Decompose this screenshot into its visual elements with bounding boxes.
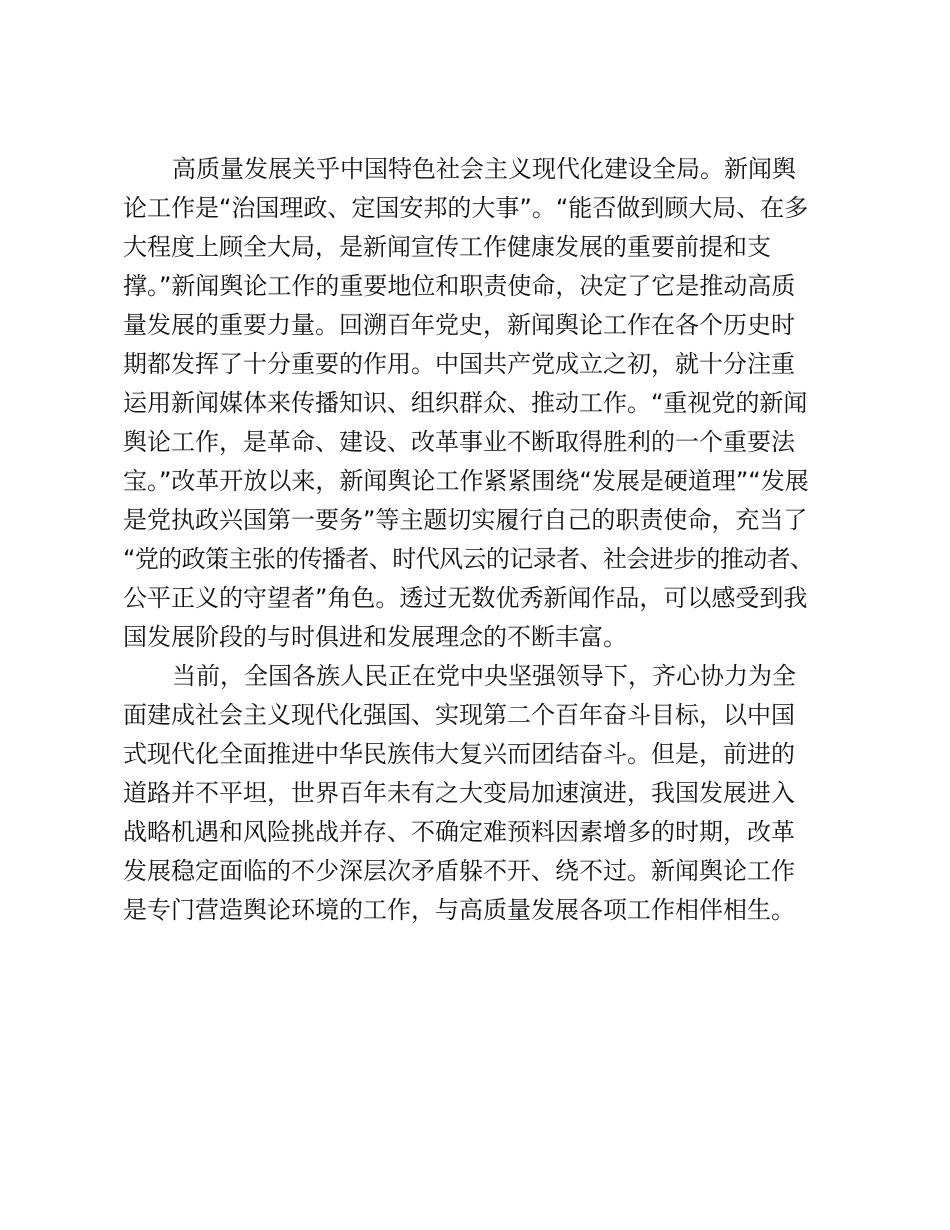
text-line: 是党执政兴国第一要务”等主题切实履行自己的职责使命，充当了 [123,506,808,534]
text-line: 高质量发展关乎中国特色社会主义现代化建设全局。新闻舆 [172,155,796,183]
paragraph-2 [123,657,843,930]
text-line: 期都发挥了十分重要的作用。中国共产党成立之初，就十分注重 [123,350,795,378]
text-line: 公平正义的守望者”角色。透过无数优秀新闻作品，可以感受到我 [123,584,808,612]
text-line: 战略机遇和风险挑战并存、不确定难预料因素增多的时期，改革 [123,818,795,846]
text-line: 国发展阶段的与时俱进和发展理念的不断丰富。 [123,623,627,651]
text-line: 大程度上顾全大局，是新闻宣传工作健康发展的重要前提和支 [123,233,771,261]
text-line: 运用新闻媒体来传播知识、组织群众、推动工作。“重视党的新闻 [123,389,808,417]
text-line: 发展稳定面临的不少深层次矛盾躲不开、绕不过。新闻舆论工作 [123,857,795,885]
text-line: 撑。”新闻舆论工作的重要地位和职责使命，决定了它是推动高质 [123,272,796,300]
document-body [123,150,843,930]
text-line: 宝。”改革开放以来，新闻舆论工作紧紧围绕“发展是硬道理”“发展 [123,467,809,495]
paragraph-1 [123,150,843,657]
text-line: 是专门营造舆论环境的工作，与高质量发展各项工作相伴相生。 [123,896,795,924]
text-line: “党的政策主张的传播者、时代风云的记录者、社会进步的推动者、 [123,545,814,573]
text-line: 量发展的重要力量。回溯百年党史，新闻舆论工作在各个历史时 [123,311,795,339]
text-line: 面建成社会主义现代化强国、实现第二个百年奋斗目标，以中国 [123,701,795,729]
text-line: 论工作是“治国理政、定国安邦的大事”。“能否做到顾大局、在多 [123,194,809,222]
text-line: 式现代化全面推进中华民族伟大复兴而团结奋斗。但是，前进的 [123,740,795,768]
text-line: 道路并不平坦，世界百年未有之大变局加速演进，我国发展进入 [123,779,795,807]
text-line: 舆论工作，是革命、建设、改革事业不断取得胜利的一个重要法 [123,428,795,456]
text-line: 当前，全国各族人民正在党中央坚强领导下，齐心协力为全 [172,662,796,690]
